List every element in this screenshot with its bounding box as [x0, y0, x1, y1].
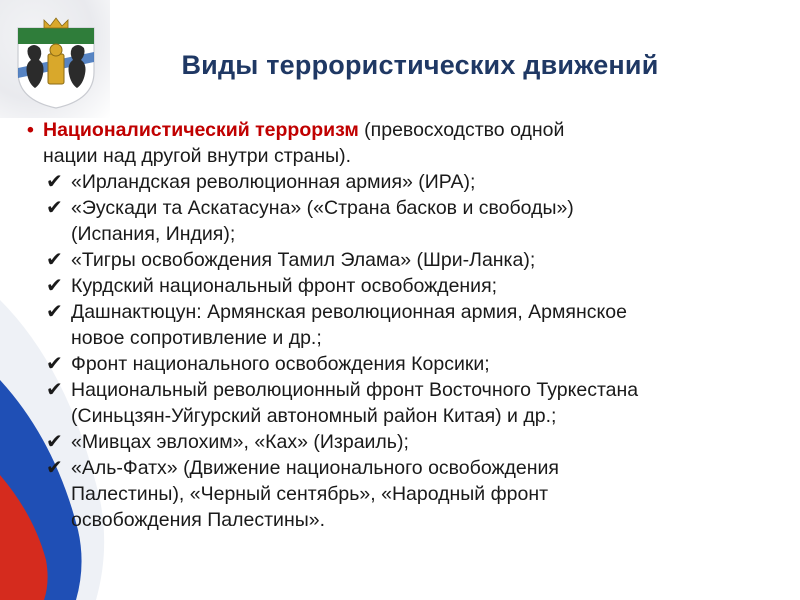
checkmark-icon: ✔: [46, 301, 63, 323]
list-item-text: Национальный революционный фронт Восточного Туркестана: [71, 379, 639, 401]
checkmark-icon: ✔: [46, 275, 63, 297]
list-item: [27, 273, 787, 299]
content-body: [27, 117, 787, 533]
list-item-text-cont: освобождения Палестины».: [71, 509, 325, 531]
list-item: [27, 429, 787, 455]
list-item: [27, 377, 787, 429]
lead-paragraph: [27, 117, 787, 169]
list-item-text-cont: (Синьцзян-Уйгурский автономный район Китая) и др.;: [71, 405, 557, 427]
list-item-text: «Аль-Фатх» (Движение национального освобождения: [71, 457, 559, 479]
list-item: [27, 247, 787, 273]
checkmark-icon: ✔: [46, 197, 63, 219]
organization-list: [27, 169, 787, 533]
checkmark-icon: ✔: [46, 457, 63, 479]
list-item-text: «Ирландская революционная армия» (ИРА);: [71, 171, 476, 193]
list-item-text: Курдский национальный фронт освобождения;: [71, 275, 498, 297]
list-item-text-cont: Палестины), «Черный сентябрь», «Народный фронт: [71, 483, 549, 505]
list-item-text: Дашнактюцун: Армянская революционная армия, Армянское: [71, 301, 627, 323]
list-item: [27, 169, 787, 195]
list-item-text: «Эускади та Аскатасуна» («Страна басков и свободы»): [71, 197, 574, 219]
list-item-text: «Тигры освобождения Тамил Элама» (Шри-Ланка);: [71, 249, 536, 271]
coat-of-arms-icon: [14, 14, 98, 110]
checkmark-icon: ✔: [46, 171, 63, 193]
list-item: [27, 195, 787, 247]
list-item-text: «Мивцах эвлохим», «Ках» (Израиль);: [71, 431, 409, 453]
bullet-dot-icon: •: [27, 119, 34, 141]
slide-title: Виды террористических движений: [181, 50, 659, 80]
checkmark-icon: ✔: [46, 353, 63, 375]
list-item: [27, 455, 787, 533]
checkmark-icon: ✔: [46, 431, 63, 453]
lead-description-1: (превосходство одной: [358, 119, 565, 141]
checkmark-icon: ✔: [46, 379, 63, 401]
list-item: [27, 299, 787, 351]
list-item-text-cont: (Испания, Индия);: [71, 223, 236, 245]
list-item-text-cont: новое сопротивление и др.;: [71, 327, 322, 349]
list-item-text: Фронт национального освобождения Корсики;: [71, 353, 490, 375]
lead-description-2: нации над другой внутри страны).: [43, 145, 352, 167]
checkmark-icon: ✔: [46, 249, 63, 271]
lead-term: Националистический терроризм: [43, 119, 359, 141]
list-item: [27, 351, 787, 377]
